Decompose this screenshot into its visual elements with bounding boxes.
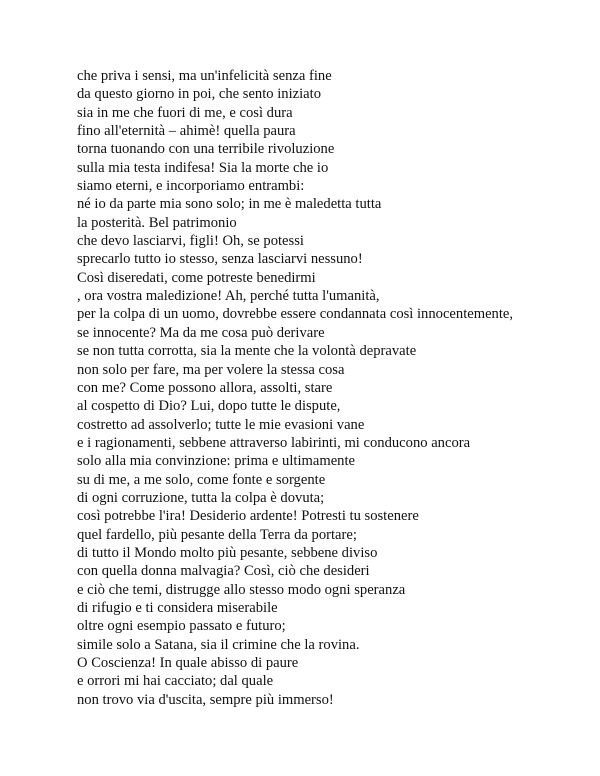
poem-line: fino all'eternità – ahimè! quella paura [77,123,296,140]
poem-line: né io da parte mia sono solo; in me è maledetta tutta [77,196,382,213]
poem-line: con quella donna malvagia? Così, ciò che desideri [77,563,370,580]
poem-line: così potrebbe l'ira! Desiderio ardente! Potresti tu sostenere [77,508,419,525]
poem-line: di ogni corruzione, tutta la colpa è dovuta; [77,489,325,506]
poem-line: di rifugio e ti considera miserabile [77,599,278,616]
poem-line: O Coscienza! In quale abisso di paure [77,655,299,671]
poem-line: al cospetto di Dio? Lui, dopo tutte le dispute, [77,398,341,415]
poem-line: sia in me che fuori di me, e così dura [77,104,293,121]
poem-line: che priva i sensi, ma un'infelicità senza fine [77,68,332,84]
poem-line: per la colpa di un uomo, dovrebbe essere condannata così innocentemente, [77,306,514,323]
poem-line: di tutto il Mondo molto più pesante, sebbene diviso [77,544,378,561]
poem-line: , ora vostra maledizione! Ah, perché tutta l'umanità, [77,288,380,305]
poem-line: sulla mia testa indifesa! Sia la morte che io [77,159,329,176]
poem-line: con me? Come possono allora, assolti, stare [77,379,333,396]
poem-line: e i ragionamenti, sebbene attraverso labirinti, mi conducono ancora [77,434,471,451]
poem-line: non solo per fare, ma per volere la stessa cosa [77,361,345,378]
poem-text-block [77,67,597,709]
poem-line: se non tutta corrotta, sia la mente che la volontà depravate [77,343,417,360]
poem-line: su di me, a me solo, come fonte e sorgente [77,471,326,488]
poem-line: che devo lasciarvi, figli! Oh, se potessi [77,233,304,250]
poem-line: e orrori mi hai cacciato; dal quale [77,673,274,690]
poem-line: simile solo a Satana, sia il crimine che la rovina. [77,636,360,653]
poem-line: sprecarlo tutto io stesso, senza lasciarvi nessuno! [77,251,363,268]
poem-line: da questo giorno in poi, che sento iniziato [77,86,321,103]
poem-line: se innocente? Ma da me cosa può derivare [77,324,325,341]
poem-line: quel fardello, più pesante della Terra da portare; [77,526,357,543]
poem-line: e ciò che temi, distrugge allo stesso modo ogni speranza [77,581,406,598]
poem-line: solo alla mia convinzione: prima e ultimamente [77,453,356,470]
poem-line: siamo eterni, e incorporiamo entrambi: [77,178,305,195]
poem-line: torna tuonando con una terribile rivoluzione [77,141,335,158]
poem-line: Così diseredati, come potreste benedirmi [77,269,316,286]
poem-line: non trovo via d'uscita, sempre più immerso! [77,691,334,708]
poem-line: la posterità. Bel patrimonio [77,214,237,231]
poem-line: oltre ogni esempio passato e futuro; [77,618,286,635]
poem-line: costretto ad assolverlo; tutte le mie evasioni vane [77,416,365,433]
